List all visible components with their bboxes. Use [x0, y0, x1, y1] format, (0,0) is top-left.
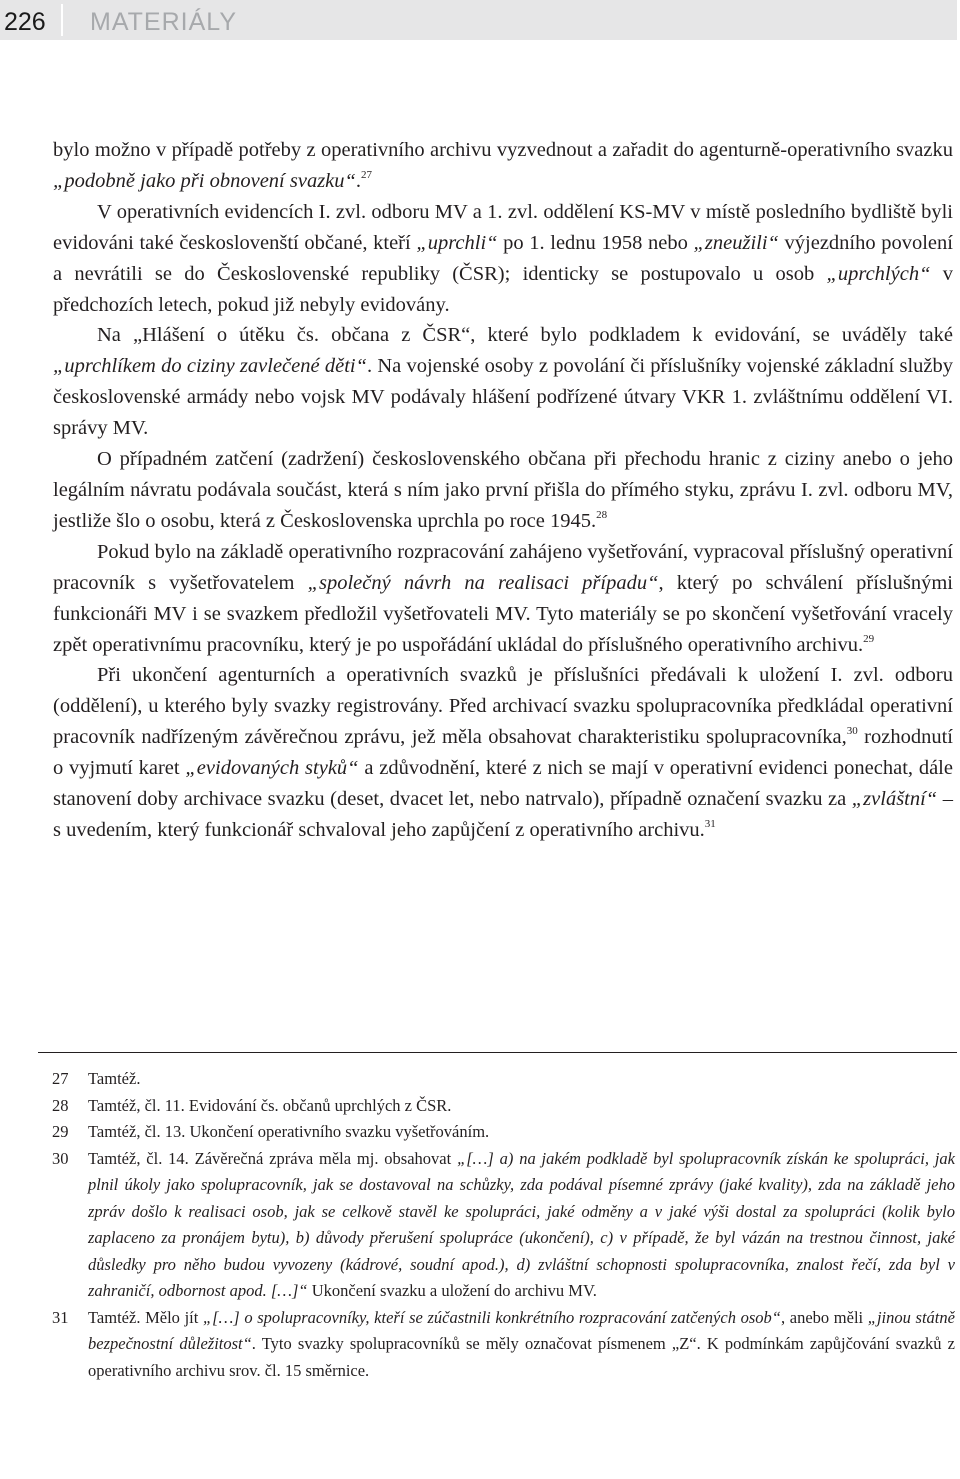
paragraph-1: bylo možno v případě potřeby z operativního archivu vyzvednout a zařadit do agenturně-operativního svazku „podobně jako při obnovení svazku“.$^{27}$	[53, 139, 953, 192]
page-header	[0, 0, 957, 40]
footnote-ref-29[interactable]: 29	[863, 632, 875, 645]
footnote-29	[52, 1119, 955, 1146]
footnote-ref-31[interactable]: 31	[704, 817, 716, 830]
footnotes	[52, 1066, 955, 1384]
paragraph-3: Na „Hlášení o útěku čs. občana z ČSR“, které bylo podkladem k evidování, se uváděly také „uprchlíkem do ciziny zavlečené děti“. Na vojenské osoby z povolání či příslušníky vojenské základní služby československé armády nebo vojsk MV podávaly hlášení podřízené útvary VKR 1. zvláštnímu oddělení VI. správy MV.	[53, 324, 953, 440]
paragraph-6: Při ukončení agenturních a operativních svazků je příslušníci předávali k uložení I. zvl. odboru (oddělení), u kterého byly svazky registrovány. Před archivací svazku spolupracovníka předkládal operativní pracovník nadřízeným závěrečnou zprávu, jež měla obsahovat charakteristiku spolupracovníka,$^{30}$ rozhodnutí o vyjmutí karet „evidovaných styků“ a zdůvodnění, které z nich se mají v operativní evidenci ponechat, dále stanovení doby archivace svazku (deset, dvacet let, nebo natrvalo), případně označení svazku za „zvláštní“ – s uvedením, který funkcionář schvaloval jeho zapůjčení z operativního archivu.$^{31}$	[53, 664, 954, 841]
page-number: 226	[4, 8, 46, 36]
footnote-ref-27[interactable]: 27	[361, 168, 373, 181]
footnote-text: Tamtéž. Mělo jít „[…] o spolupracovníky, kteří se zúčastnili konkrétního rozpracování zatčených osob“, anebo měli „jinou státně bezpečnostní důležitost“. Tyto svazky spolupracovníků se měly označovat písmenem „Z“. K podmínkám zapůjčování svazků z operativního archivu srov. čl. 15 směrnice.	[88, 1307, 955, 1380]
footnote-text: Tamtéž, čl. 13. Ukončení operativního svazku vyšetřováním.	[88, 1122, 490, 1141]
footnote-number: 29	[52, 1122, 69, 1141]
footnote-27	[52, 1066, 955, 1093]
body-text	[53, 135, 953, 846]
footnote-number: 30	[52, 1148, 69, 1168]
footnote-number: 27	[52, 1069, 69, 1088]
footnote-text: Tamtéž, čl. 14. Závěrečná zpráva měla mj. obsahovat „[…] a) na jakém podkladě byl spolupracovník získán ke spolupráci, jak plnil úkoly jako spolupracovník, jak se dostavoval na schůzky, zda podával písemné zprávy (jaké kvality), zda na základě jeho zpráv došlo k realisaci osob, jak se celkově stavěl ke spolupráci, jaké odměny a v jaké výši dostal za spolupráci (kolik bylo zaplaceno za pronájem bytu), b) důvody přerušení spolupráce (ukončení), c) v případě, že byl vázán na trestnou činnost, jaké důsledky pro něho budou vyvozeny (kádrové, soudní apod.), d) zvláštní schopnosti spolupracovníka, znalost řečí, zda byl v zahraničí, odbornost apod. […]“ Ukončení svazku a uložení do archivu MV.	[88, 1148, 956, 1300]
footnote-28	[52, 1093, 955, 1120]
paragraph-4: O případném zatčení (zadržení) československého občana při přechodu hranic z ciziny anebo o jeho legálním návratu podávala součást, která s ním jako první přišla do přímého styku, zprávu I. zvl. odboru MV, jestliže šlo o osobu, která z Československa uprchla po roce 1945.28	[53, 448, 953, 532]
paragraph-2: V operativních evidencích I. zvl. odboru MV a 1. zvl. oddělení KS-MV v místě posledního bydliště byli evidováni také českoslovenští občané, kteří „uprchli“ po 1. lednu 1958 nebo „zneužili“ výjezdního povolení a nevrátili se do Československé republiky (ČSR); identicky se postupovalo u osob „uprchlých“ v předchozích letech, pokud již nebyly evidovány.	[53, 200, 953, 316]
footnote-number: 31	[52, 1307, 69, 1327]
footnote-31	[52, 1305, 955, 1385]
paragraph-5: Pokud bylo na základě operativního rozpracování zahájeno vyšetřování, vypracoval příslušný operativní pracovník s vyšetřovatelem „společný návrh na realisaci případu“, který po schválení příslušnými funkcionáři MV i se svazkem předložil vyšetřovateli MV. Tyto materiály se po skončení vyšetřování vracely zpět operativnímu pracovníku, který je po uspořádání ukládal do příslušného operativního archivu.$^{29}$	[53, 540, 953, 656]
section-title: MATERIÁLY	[90, 8, 237, 36]
footnote-ref-28[interactable]: 28	[596, 508, 608, 521]
footnote-divider	[38, 1052, 957, 1053]
footnote-number: 28	[52, 1095, 69, 1115]
footnote-30	[52, 1146, 955, 1305]
footnote-text: Tamtéž, čl. 11. Evidování čs. občanů uprchlých z ČSR.	[88, 1095, 452, 1115]
footnote-text: Tamtéž.	[88, 1069, 141, 1088]
header-divider	[61, 4, 63, 36]
footnote-ref-30[interactable]: 30	[846, 725, 858, 738]
